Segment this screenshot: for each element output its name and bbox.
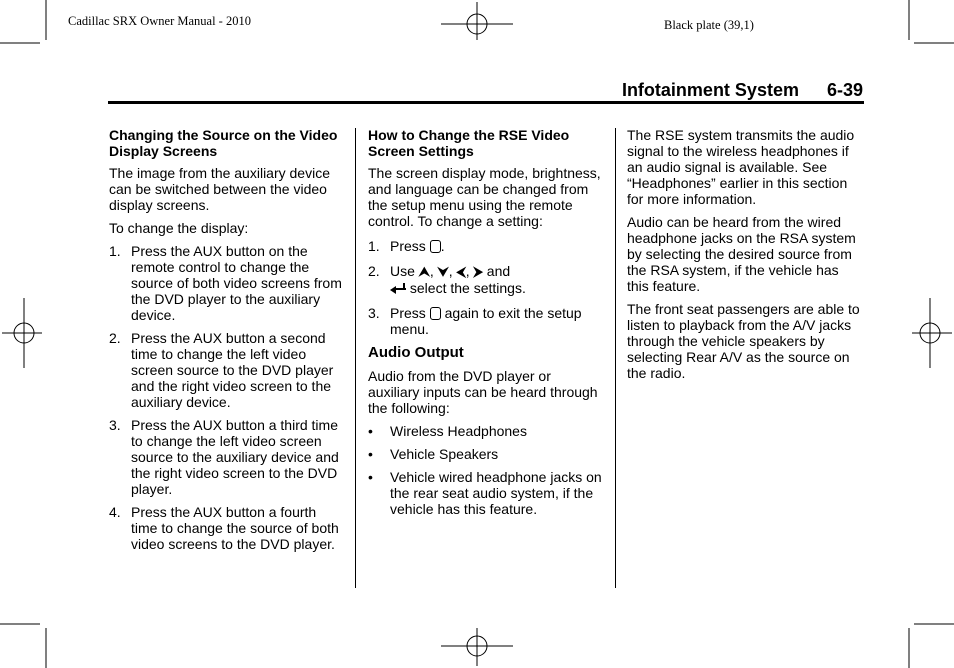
step-number: 4. [109, 504, 121, 520]
column-2 [368, 127, 604, 524]
step-text: again to exit the setup menu. [390, 305, 582, 337]
step-number: 3. [368, 305, 380, 321]
arrow-left-icon: ⮜ [456, 264, 466, 279]
list-item: 2. Use ⮝, ⮟, ⮜, ⮞ and select the settings. [368, 263, 526, 296]
step-number: 2. [368, 263, 380, 279]
bullet-text: Vehicle Speakers [390, 446, 499, 462]
list-item [109, 330, 345, 410]
page-number: 6-39 [826, 80, 863, 100]
step-text: Press [390, 238, 430, 254]
manual-title: Cadillac SRX Owner Manual - 2010 [68, 14, 251, 28]
square-menu-icon [430, 240, 441, 253]
step-number: 1. [368, 238, 380, 254]
bullet-icon: • [368, 423, 373, 439]
step-text: select the settings. [406, 280, 526, 296]
column-divider-1 [355, 128, 356, 588]
audio-output-heading: Audio Output [368, 344, 464, 361]
column-1 [109, 127, 345, 559]
step-number: 2. [109, 330, 121, 346]
column-divider-2 [615, 128, 616, 588]
step-number: 1. [109, 243, 121, 259]
step-number: 3. [109, 417, 121, 433]
col2-intro: The screen display mode, brightness, and language can be changed from the setup menu using the remote control. To change a setting: [368, 165, 601, 229]
step-text: Press the AUX button on the remote control to change the source of both video screens from the DVD player to the auxiliary device. [131, 243, 342, 323]
col1-lead: To change the display: [109, 220, 249, 236]
col3-paragraph: Audio can be heard from the wired headphone jacks on the RSA system by selecting the desired source from the RSA system, if the vehicle has this feature. [627, 214, 856, 294]
list-item [109, 243, 345, 323]
list-item [368, 238, 604, 254]
bullet-icon: • [368, 469, 373, 485]
enter-icon [390, 283, 406, 293]
plate-label: Black plate (39,1) [664, 18, 754, 32]
section-title: Infotainment System [621, 80, 799, 100]
bullet-icon: • [368, 446, 373, 462]
bullet-item [368, 423, 604, 439]
col3-paragraph: The RSE system transmits the audio signal to the wireless headphones if an audio signal is available. See “Headphones” earlier in this section for more information. [627, 127, 855, 207]
step-text: Press [390, 305, 430, 321]
header-rule [108, 101, 864, 104]
col1-intro: The image from the auxiliary device can be switched between the video display screens. [109, 165, 330, 213]
arrow-right-icon: ⮞ [473, 264, 483, 279]
bullet-text: Wireless Headphones [390, 423, 527, 439]
arrow-down-icon: ⮟ [437, 264, 449, 279]
list-item [109, 504, 345, 552]
step-text: Press the AUX button a second time to change the left video screen source to the DVD player and the right video screen to the auxiliary device. [131, 330, 334, 410]
col3-paragraph: The front seat passengers are able to listen to playback from the A/V jacks through the vehicle speakers by selecting Rear A/V as the source on the radio. [627, 301, 860, 381]
column-3 [627, 127, 863, 388]
step-text: Press the AUX button a fourth time to change the source of both video screens to the DVD player. [131, 504, 339, 552]
audio-intro: Audio from the DVD player or auxiliary inputs can be heard through the following: [368, 368, 598, 416]
bullet-text: Vehicle wired headphone jacks on the rear seat audio system, if the vehicle has this feature. [390, 469, 602, 517]
bullet-item [368, 469, 604, 517]
step-text: Press the AUX button a third time to change the left video screen source to the auxiliary device and the right video screen to the DVD player. [131, 417, 339, 497]
list-item [368, 305, 604, 337]
list-item [109, 417, 345, 497]
step-text: Use [390, 263, 419, 279]
square-menu-icon [430, 307, 441, 320]
step-text: . [440, 238, 445, 254]
step-text: and [482, 263, 511, 279]
col2-heading: How to Change the RSE Video Screen Settings [368, 127, 570, 159]
col1-heading: Changing the Source on the Video Display Screens [109, 127, 338, 159]
section-header [560, 80, 863, 101]
bullet-item [368, 446, 604, 462]
arrow-up-icon: ⮝ [418, 264, 430, 279]
